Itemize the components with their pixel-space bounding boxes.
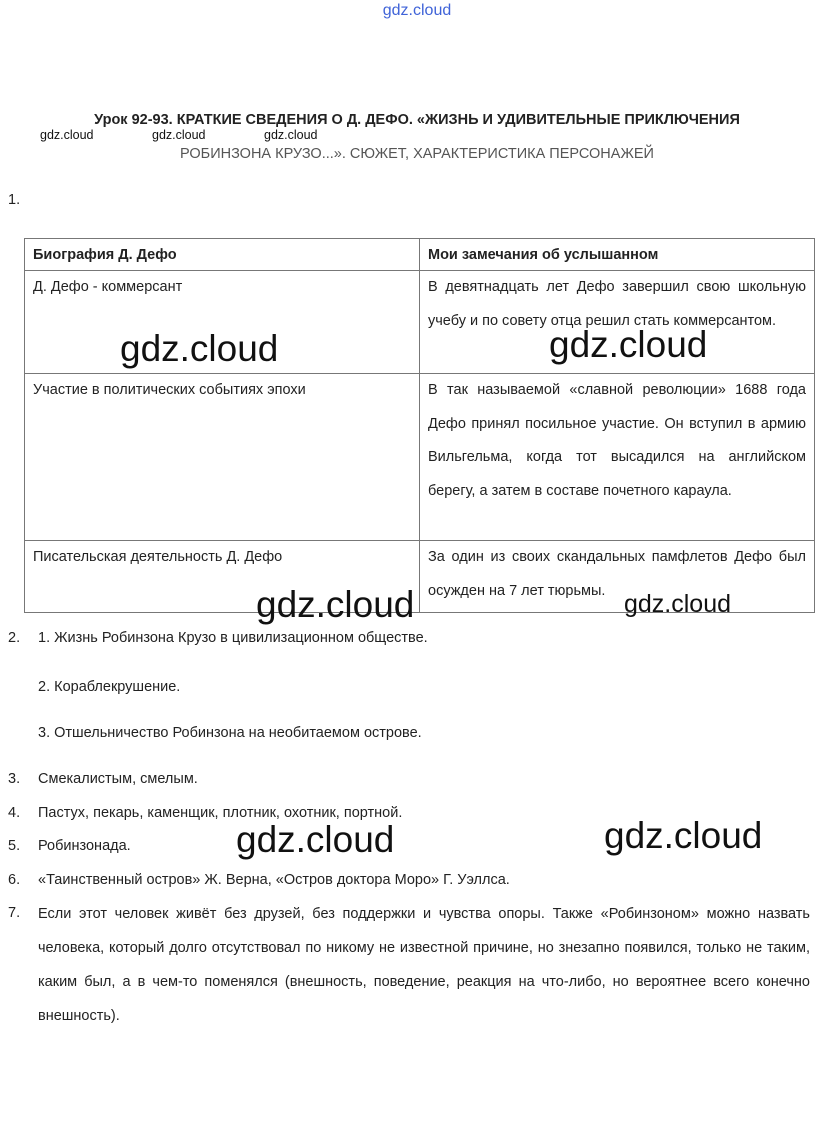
cell: Участие в политических событиях эпохи <box>25 374 420 541</box>
watermark-large: gdz.cloud <box>549 324 708 365</box>
watermark-large: gdz.cloud <box>604 815 763 856</box>
q3-answer: Смекалистым, смелым. <box>38 771 198 787</box>
q2-item: 1. Жизнь Робинзона Крузо в цивилизационном обществе. <box>38 630 428 646</box>
cell: За один из своих скандальных памфлетов Дефо был осужден на 7 лет тюрьмы. <box>420 541 815 613</box>
watermark-top: gdz.cloud <box>382 2 452 19</box>
q3-number: 3. <box>8 771 21 787</box>
table-header <box>25 239 815 271</box>
header-cell: Мои замечания об услышанном <box>420 239 815 271</box>
q6-answer: «Таинственный остров» Ж. Верна, «Остров доктора Моро» Г. Уэллса. <box>38 872 510 888</box>
watermark-large: gdz.cloud <box>120 328 279 369</box>
title-line-1: Урок 92-93. КРАТКИЕ СВЕДЕНИЯ О Д. ДЕФО. «ЖИЗНЬ И УДИВИТЕЛЬНЫЕ ПРИКЛЮЧЕНИЯ <box>94 112 740 128</box>
q4-number: 4. <box>8 805 21 821</box>
cell: В так называемой «славной революции» 1688 года Дефо принял посильное участие. Он вступил в армию Вильгельма, когда тот высадился на английском берегу, а затем в составе почетного караула. <box>420 374 815 541</box>
q1-number: 1. <box>8 192 21 208</box>
cell: Д. Дефо - коммерсант <box>25 271 420 374</box>
q7-answer: Если этот человек живёт без друзей, без поддержки и чувства опоры. Также «Робинзоном» можно назвать человека, который долго отсутствовал по никому не известной причине, но знезапно появился, только не таким, каким был, а в чем-то поменялся (внешность, поведение, реакция на что-либо, но вероятнее всего конечно внешность). <box>38 906 810 1024</box>
q5-answer: Робинзонада. <box>38 838 131 854</box>
watermark-small: gdz.cloud <box>40 128 94 142</box>
title-line-2: РОБИНЗОНА КРУЗО...». СЮЖЕТ, ХАРАКТЕРИСТИКА ПЕРСОНАЖЕЙ <box>180 146 654 162</box>
cell: В девятнадцать лет Дефо завершил свою школьную учебу и по совету отца решил стать коммерсантом. <box>420 271 815 374</box>
q7-number: 7. <box>8 905 21 921</box>
q5-number: 5. <box>8 838 21 854</box>
q2-number: 2. <box>8 630 21 646</box>
watermark-small: gdz.cloud <box>152 128 206 142</box>
header-cell: Биография Д. Дефо <box>25 239 420 271</box>
watermark-medium: gdz.cloud <box>624 590 732 618</box>
q2-item: 3. Отшельничество Робинзона на необитаемом острове. <box>38 725 422 741</box>
q2-item: 2. Кораблекрушение. <box>38 679 181 695</box>
q4-answer: Пастух, пекарь, каменщик, плотник, охотник, портной. <box>38 805 403 821</box>
watermark-large: gdz.cloud <box>236 819 395 860</box>
biography-table <box>24 238 815 613</box>
watermark-large: gdz.cloud <box>256 584 415 625</box>
watermark-small: gdz.cloud <box>264 128 318 142</box>
cell: Писательская деятельность Д. Дефо <box>25 541 420 613</box>
q6-number: 6. <box>8 872 21 888</box>
table-row <box>25 374 815 541</box>
